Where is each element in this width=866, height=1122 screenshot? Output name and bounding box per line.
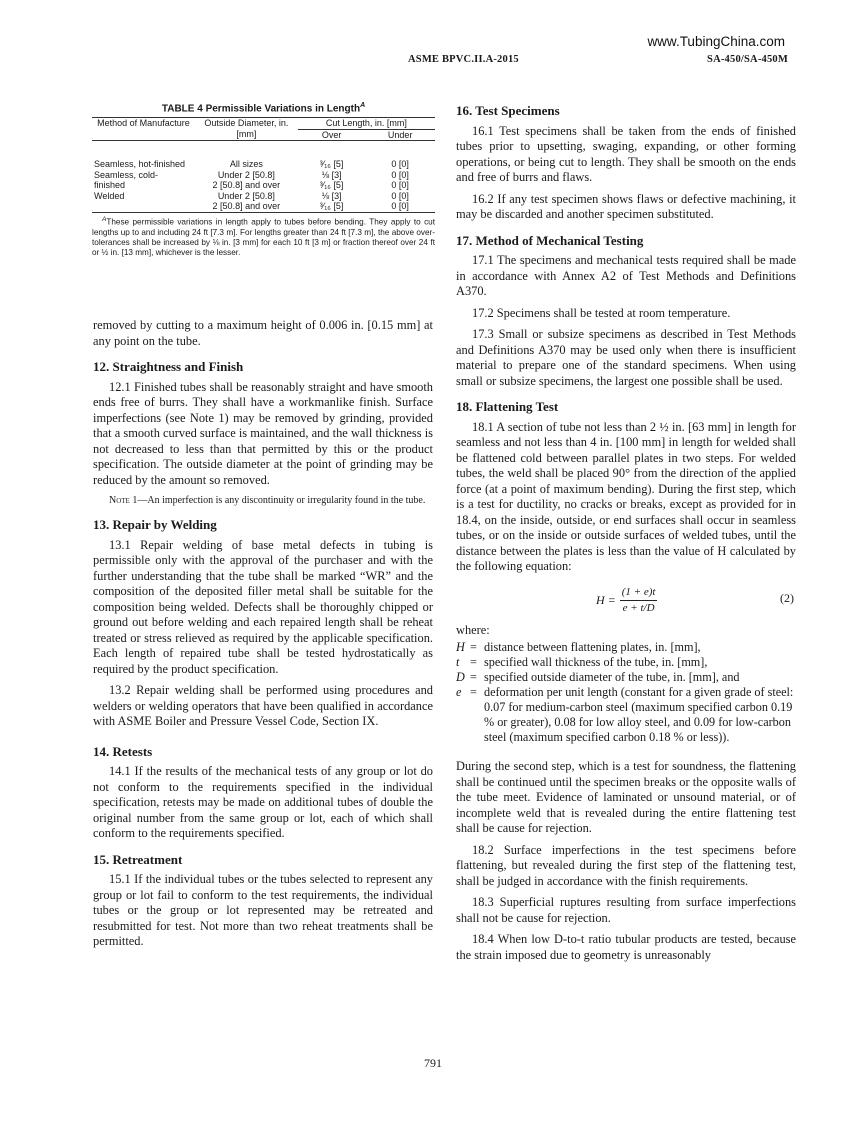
equation-2 (456, 581, 796, 617)
para-17-2: 17.2 Specimens shall be tested at room temperature. (472, 305, 731, 320)
cell-under: 0 [0] (391, 159, 409, 170)
col-method: Method of Manufacture (92, 118, 195, 141)
equation-body (596, 585, 657, 617)
right-column (456, 103, 796, 969)
header-left: ASME BPVC.II.A-2015 (408, 54, 519, 65)
para-17-1: 17.1 The specimens and mechanical tests required shall be made in accordance with Annex A2 of Test Methods and Definitions A370. (456, 253, 796, 298)
cell-under: 0 [0] (391, 201, 409, 212)
section-12-title: 12. Straightness and Finish (93, 359, 244, 374)
equation-fraction (620, 585, 658, 617)
para-18-2: 18.2 Surface imperfections in the test specimens before flattening, but revealed during the first step of the flattening test, shall be judged in accordance with the finish requirements. (456, 842, 796, 888)
cell-over: ³⁄₁₆ [5] (319, 180, 344, 191)
definition-item: e = deformation per unit length (constant for a given grade of steel: 0.07 for medium-carbon steel (maximum specified carbon 0.19 % or greater), 0.08 for low alloy steel, and 0.09 for low-carbon steel (maximum specified carbon 0.18 % or less)). (456, 685, 794, 744)
section-15-title: 15. Retreatment (93, 851, 183, 867)
equation-number: (2) (780, 590, 794, 605)
cell-method: finished (94, 180, 126, 191)
table-4 (92, 102, 435, 258)
cell-method: Seamless, hot-finished (94, 159, 186, 170)
permissible-variations-table (92, 117, 435, 213)
variable-definitions (456, 640, 796, 745)
table-row (92, 180, 435, 191)
cell-od: 2 [50.8] and over (212, 180, 281, 191)
para-18-1: 18.1 A section of tube not less than 2 ½ in. [63 mm] in length for seamless and not less than 4 in. [100 mm] in length for welded shall be flattened cold between parallel plates in two steps. For welded tubes, the weld shall be placed 90° from the direction of the applied force (at a point of maximum bending). During the first step, which is a test for ductility, no cracks or breaks, except as provided for in 18.4, on the inside, outside, or end surfaces shall occur in seamless tubes, or on the inside or outside surfaces of welded tubes, until the distance between the plates is less than the value of H calculated by the following equation: (456, 419, 796, 573)
cell-method (92, 201, 195, 212)
table-row (92, 191, 435, 202)
cell-od: Under 2 [50.8] (217, 190, 275, 201)
cell-od: 2 [50.8] and over (212, 201, 281, 212)
col-under: Under (365, 129, 435, 141)
col-cut-length: Cut Length, in. [mm] (325, 118, 407, 129)
equation-denominator: e + t/D (622, 602, 655, 614)
cell-under: 0 [0] (391, 190, 409, 201)
para-14-1: 14.1 If the results of the mechanical tests of any group or lot do not conform to the requirements specified in the individual specification, retests may be made on additional tubes of double the original number from the same group or lot, each of which shall conform to the requirements specified. (93, 764, 433, 840)
header-right: SA-450/SA-450M (707, 54, 788, 65)
section-16-title: 16. Test Specimens (456, 103, 560, 118)
cell-over: ⅛ [3] (321, 190, 342, 201)
where-label: where: (456, 622, 490, 637)
para-16-2: 16.2 If any test specimen shows flaws or defective machining, it may be discarded and another specimen substituted. (456, 191, 796, 221)
section-13-title: 13. Repair by Welding (93, 517, 217, 532)
note-1: Note 1—An imperfection is any discontinuity or irregularity found in the tube. (109, 495, 426, 506)
para-17-3: 17.3 Small or subsize specimens as described in Test Methods and Definitions A370 may be used only when there is insufficient material to prepare one of the standard specimens. When using small or subsize specimens, the largest one possible shall be used. (456, 327, 796, 388)
section-18-title: 18. Flattening Test (456, 399, 559, 414)
cell-under: 0 [0] (391, 169, 409, 180)
cell-method: Seamless, cold- (94, 169, 159, 180)
site-watermark: www.TubingChina.com (647, 34, 785, 49)
table-row (92, 159, 435, 170)
para-13-1: 13.1 Repair welding of base metal defects in tubing is permissible only with the approval of the purchaser and with the further understanding that the tube shall be marked “WR” and the composition of the deposited filler metal shall be suitable for the composition being welded. Defects shall be thoroughly chipped or ground out before welding and each repaired length shall be reheat treated or stress relieved as required by the applicable specification. Each length of repaired tube shall be tested hydrostatically as required by the product specification. (93, 537, 433, 676)
equation-numerator: (1 + e)t (620, 585, 658, 602)
para-18-4: 18.4 When low D-to-t ratio tubular products are tested, because the strain imposed due to geometry is unreasonably (456, 932, 796, 962)
para-18-3: 18.3 Superficial ruptures resulting from surface imperfections shall not be cause for rejection. (456, 895, 796, 925)
cell-od: All sizes (229, 159, 263, 170)
para-15-1: 15.1 If the individual tubes or the tubes selected to represent any group or lot fail to conform to the test requirements, the individual tubes or the group or lot represented may be retreated and resubmitted for test. Not more than two reheat treatments shall be permitted. (93, 872, 433, 948)
table-row (92, 201, 435, 212)
cell-over: ³⁄₁₆ [5] (319, 159, 344, 170)
definition-item: H = distance between flattening plates, in. [mm], (456, 640, 701, 654)
col-od: Outside Diameter, in. [mm] (195, 118, 298, 141)
para-16-1: 16.1 Test specimens shall be taken from the ends of finished tubes prior to upsetting, swaging, expanding, or other forming operations, or being cut to length. They shall be smooth on the ends and free of burrs and flaws. (456, 123, 796, 184)
para-12-1: 12.1 Finished tubes shall be reasonably straight and have smooth ends free of burrs. They shall have a workmanlike finish. Surface imperfections (see Note 1) may be removed by grinding, provided that a smooth curved surface is maintained, and the wall thickness is not decreased to less than that permitted by this or the product specification. The outside diameter at the point of grinding may be reduced by the amount so removed. (93, 379, 433, 487)
left-column (93, 318, 433, 956)
cell-over: ³⁄₁₆ [5] (319, 201, 344, 212)
cell-od: Under 2 [50.8] (217, 169, 275, 180)
equation-lhs: H = (596, 592, 616, 607)
cell-under: 0 [0] (391, 180, 409, 191)
para-18-1-continued: During the second step, which is a test for soundness, the flattening shall be continued until the specimen breaks or the opposite walls of the tube meet. Evidence of laminated or unsound material, or of incomplete weld that is revealed during the entire flattening test shall be cause for rejection. (456, 759, 796, 835)
section-14-title: 14. Retests (93, 743, 153, 759)
table-footnote: $^A$These permissible variations in length apply to tubes before bending. They apply to cut lengths up to and including 24 ft [7.3 m]. For lengths greater than 24 ft [7.3 m], the above over-tolerances shall be increased by ⅛ in. [3 mm] for each 10 ft [3 m] or fraction thereof over 24 ft or ½ in. [13 mm], whichever is the lesser. (92, 215, 435, 257)
para-13-2: 13.2 Repair welding shall be performed using procedures and welders or welding operators that have been qualified in accordance with ASME Boiler and Pressure Vessel Code, Section IX. (93, 683, 433, 728)
page-number: 791 (424, 1056, 442, 1070)
continued-text: removed by cutting to a maximum height of 0.006 in. [0.15 mm] at any point on the tube. (93, 318, 433, 348)
cell-method: Welded (94, 190, 125, 201)
col-over: Over (298, 129, 366, 141)
table-title: TABLE 4 Permissible Variations in Length$^A$ (161, 102, 366, 115)
table-row (92, 170, 435, 181)
section-17-title: 17. Method of Mechanical Testing (456, 232, 644, 248)
definition-item: D = specified outside diameter of the tube, in. [mm], and (456, 670, 740, 684)
cell-over: ⅛ [3] (321, 169, 342, 180)
definition-item: t = specified wall thickness of the tube, in. [mm], (456, 655, 708, 669)
